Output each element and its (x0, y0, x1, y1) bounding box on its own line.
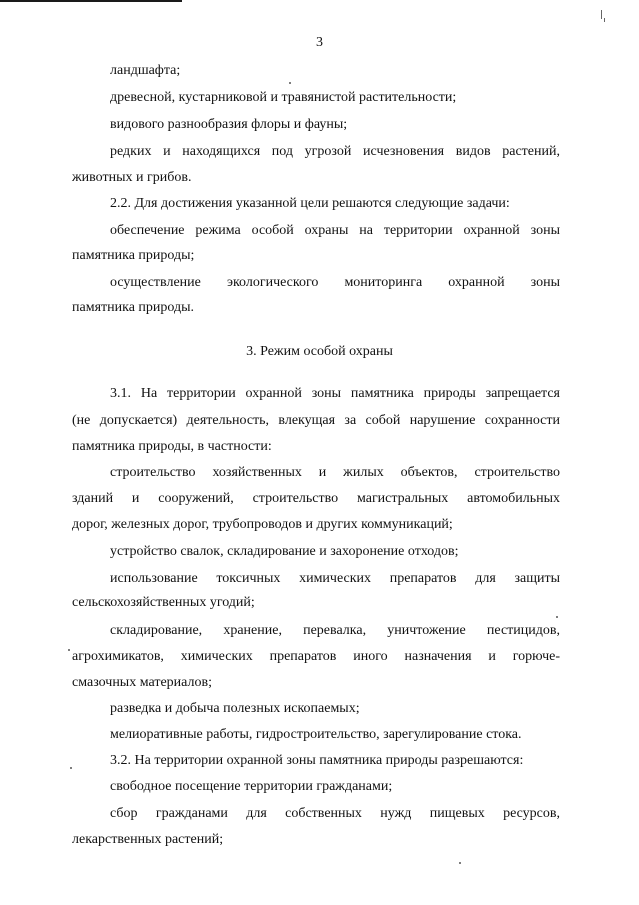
scan-speck (70, 767, 72, 769)
paragraph-line: использование токсичных химических препаратов для защиты (110, 571, 560, 586)
paragraph-line: памятника природы; (72, 248, 195, 263)
paragraph-line: 3.2. На территории охранной зоны памятника природы разрешаются: (110, 753, 524, 768)
paragraph-line: складирование, хранение, перевалка, уничтожение пестицидов, (110, 623, 560, 638)
scan-speck (289, 82, 291, 84)
paragraph-line: строительство хозяйственных и жилых объектов, строительство (110, 465, 560, 480)
scan-speck (68, 649, 70, 651)
paragraph-line: древесной, кустарниковой и травянистой растительности; (110, 90, 457, 105)
scan-speck (556, 616, 558, 618)
paragraph-line: свободное посещение территории гражданами; (110, 779, 393, 794)
page-number: 3 (316, 35, 323, 50)
paragraph-line: (не допускается) деятельность, влекущая за собой нарушение сохранности (72, 413, 560, 428)
paragraph-line: памятника природы, в частности: (72, 439, 272, 454)
paragraph-line: видового разнообразия флоры и фауны; (110, 117, 348, 132)
paragraph-line: памятника природы. (72, 300, 195, 315)
paragraph-line: осуществление экологического мониторинга охранной зоны (110, 275, 560, 290)
section-heading: 3. Режим особой охраны (246, 344, 393, 359)
paragraph-line: обеспечение режима особой охраны на территории охранной зоны (110, 223, 560, 238)
paragraph-line: разведка и добыча полезных ископаемых; (110, 701, 360, 716)
paragraph-line: редких и находящихся под угрозой исчезновения видов растений, (110, 144, 560, 159)
paragraph-line: зданий и сооружений, строительство магистральных автомобильных (72, 491, 560, 506)
scan-speck (459, 862, 461, 864)
paragraph-line: 3.1. На территории охранной зоны памятника природы запрещается (110, 386, 560, 401)
paragraph-line: сбор гражданами для собственных нужд пищевых ресурсов, (110, 806, 560, 821)
scan-top-rule (0, 0, 182, 2)
paragraph-line: смазочных материалов; (72, 675, 212, 690)
paragraph-line: устройство свалок, складирование и захоронение отходов; (110, 544, 459, 559)
scan-mark (601, 10, 602, 19)
paragraph-line: лекарственных растений; (72, 832, 224, 847)
paragraph-line: животных и грибов. (72, 170, 192, 185)
paragraph-line: ландшафта; (110, 63, 181, 78)
scan-mark (604, 18, 605, 22)
paragraph-line: мелиоративные работы, гидростроительство, зарегулирование стока. (110, 727, 522, 742)
paragraph-line: агрохимикатов, химических препаратов иного назначения и горюче- (72, 649, 560, 664)
paragraph-line: 2.2. Для достижения указанной цели решаются следующие задачи: (110, 196, 510, 211)
paragraph-line: дорог, железных дорог, трубопроводов и других коммуникаций; (72, 517, 453, 532)
paragraph-line: сельскохозяйственных угодий; (72, 595, 255, 610)
